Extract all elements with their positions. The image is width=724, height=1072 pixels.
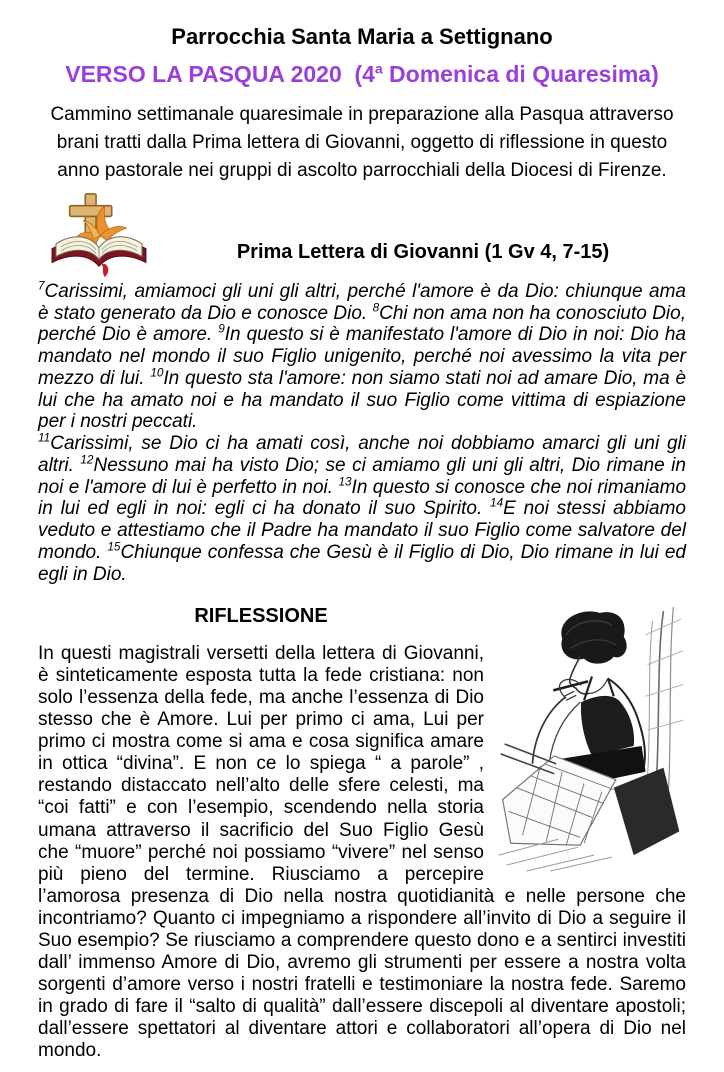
intro-paragraph: Cammino settimanale quaresimale in preparazione alla Pasqua attraverso brani tratti dalla Prima lettera di Giovanni, oggetto di riflessione in questo anno pastorale nei gruppi di ascolto parrocchiali della Diocesi di Firenze. bbox=[50, 104, 674, 181]
scripture-paragraph-2: $^{11}$Carissimi, se Dio ci ha amati così, anche noi dobbiamo amarci gli uni gli altri. $^{12}$Nessuno mai ha visto Dio; se ci amiamo gli uni gli altri, Dio rimane in noi e l'amore di lui è perfetto in noi. $^{13}$In questo si conosce che noi rimaniamo in lui ed egli in noi: egli ci ha donato il suo Spirito. $^{14}$E noi stessi abbiamo veduto e attestiamo che il Padre ha mandato il suo Figlio come salvatore del mondo. $^{15}$Chiunque confessa che Gesù è il Figlio di Dio, Dio rimane in lui ed egli in Dio. bbox=[38, 431, 687, 585]
reflection-paragraph: In questi magistrali versetti della lettera di Giovanni, è sinteticamente esposta tutta la fede cristiana: non solo l’essenza della fede, ma anche l’essenza di Dio stesso che è Amore. Lui per primo ci ama, Lui per primo ci mostra come si ama e cosa significa amare in ottica “divina”. E non ce lo spiega “ a parole” , restando distaccato nell’alto delle sfere celesti, ma “coi fatti” e con l’esempio, scendendo nella storia umana attraverso il sacrificio del Suo Figlio Gesù che “muore” perché noi possiamo “vivere” nel senso più pieno del termine. Riusciamo a percepire l’amorosa presenza di Dio nella nostra quotidianità e nelle persone che incontriamo? Quanto ci impegniamo a rispondere all’invito di Dio a seguire il Suo esempio? Se riusciamo a comprendere questo dono e a sentirci investiti dall’ immenso Amore di Dio, avremo gli strumenti per essere a nostra volta sorgenti d’amore verso i nostri fratelli e testimoniare la nostra fede. Saremo in grado di fare il “salto di qualità” dall’essere discepoli al diventare apostoli; dall’essere spettatori al diventare attori e collaboratori all’opera di Dio nel mondo. bbox=[38, 643, 686, 1061]
scripture-heading: Prima Lettera di Giovanni (1 Gv 4, 7-15) bbox=[236, 240, 610, 263]
thinking-person-sketch bbox=[496, 605, 686, 875]
page-title: Parrocchia Santa Maria a Settignano bbox=[171, 24, 553, 49]
scripture-paragraph-1: $^7$Carissimi, amiamoci gli uni gli altri, perché l'amore è da Dio: chiunque ama è stato generato da Dio e conosce Dio. $^8$Chi non ama non ha conosciuto Dio, perché Dio è amore. $^9$In questo si è manifestato l'amore di Dio in noi: Dio ha mandato nel mondo il suo Figlio unigenito, perché noi avessimo la vita per mezzo di lui. $^{10}$In questo sta l'amore: non siamo stati noi ad amare Dio, ma è lui che ha amato noi e ha mandato il suo Figlio come vittima di espiazione per i nostri peccati. bbox=[38, 279, 687, 433]
scripture-section bbox=[38, 187, 686, 586]
page-subtitle: VERSO LA PASQUA 2020 (4$^a$ Domenica di Quaresima) bbox=[65, 61, 659, 87]
reflection-section bbox=[38, 605, 686, 1062]
reflection-heading: RIFLESSIONE bbox=[194, 605, 328, 628]
cross-and-book-icon bbox=[42, 191, 156, 281]
